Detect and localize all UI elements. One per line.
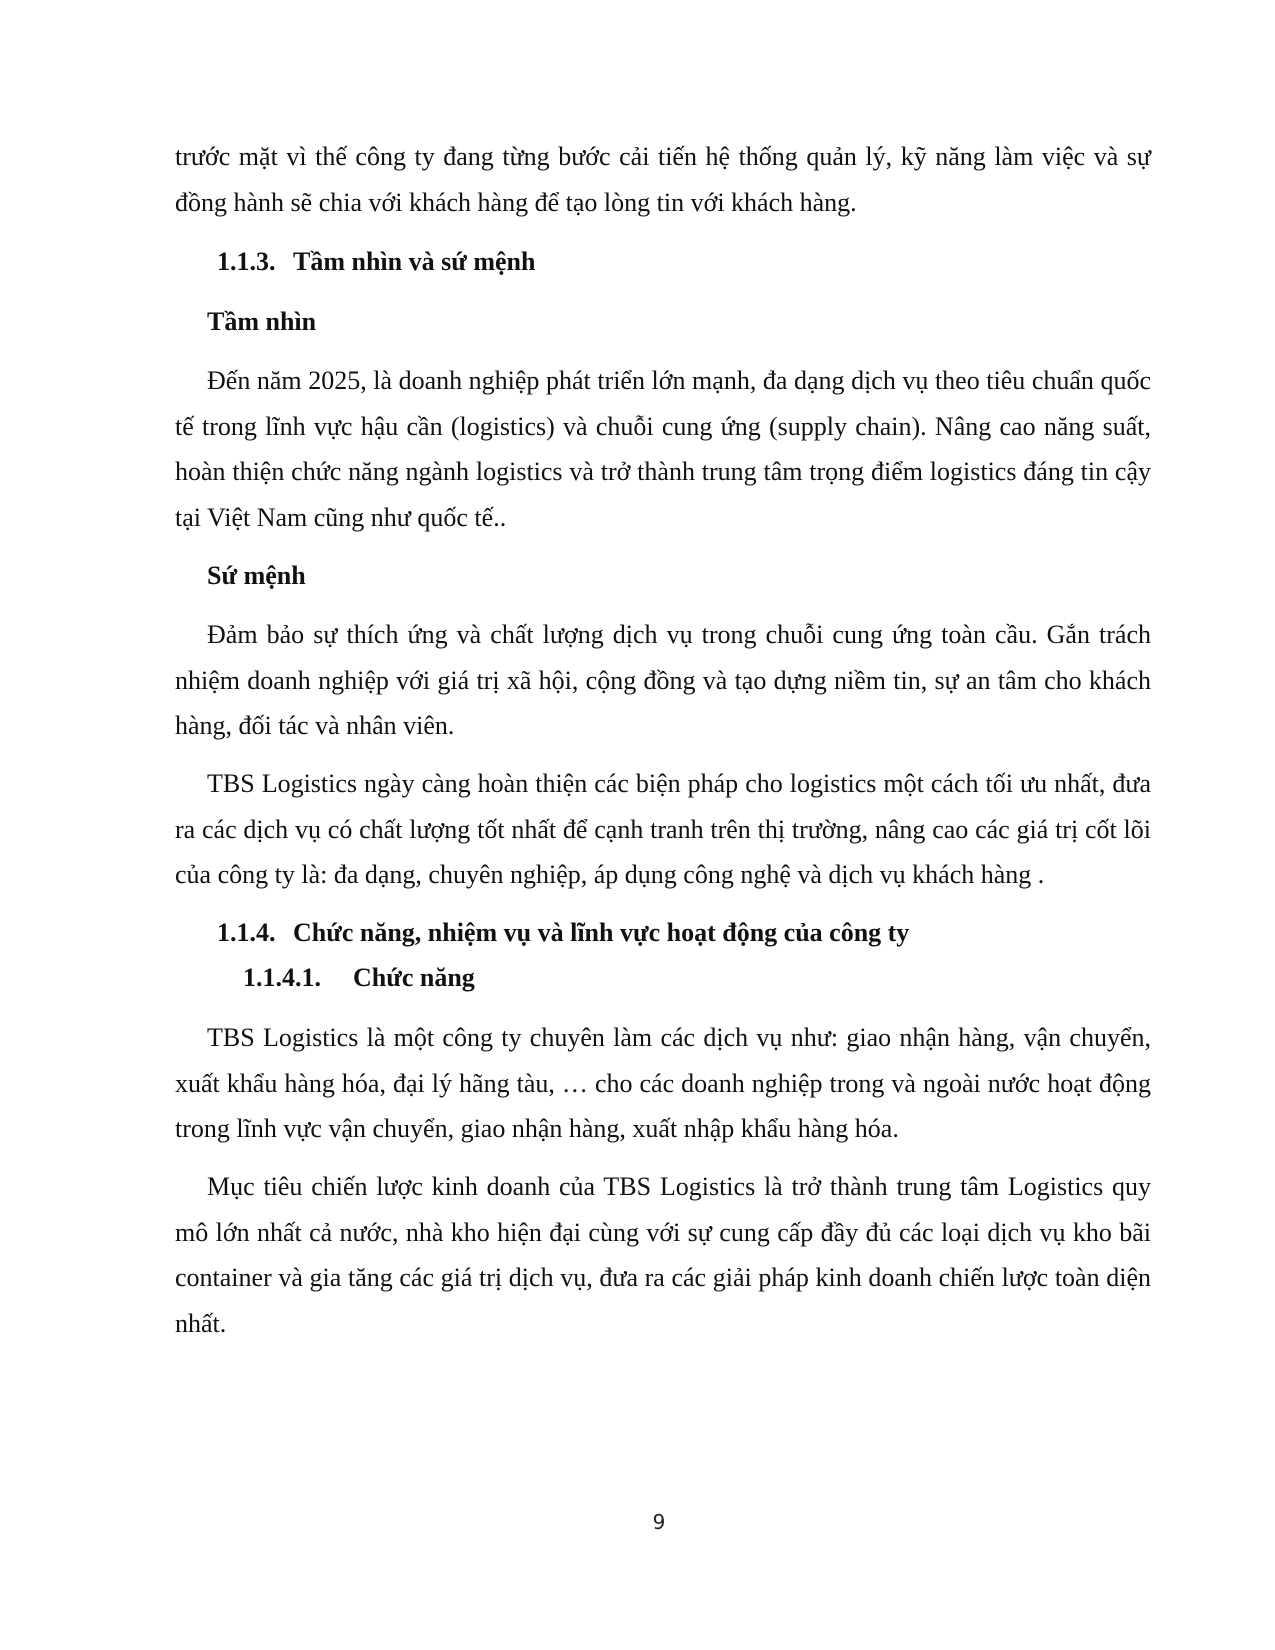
page-number: 9: [652, 1510, 666, 1534]
intro-paragraph: trước mặt vì thế công ty đang từng bước cải tiến hệ thống quản lý, kỹ năng làm việc và sự đồng hành sẽ chia với khách hàng để tạo lòng tin với khách hàng.: [175, 142, 1151, 217]
section-1-1-4-1-number: 1.1.4.1.: [243, 963, 321, 992]
section-1-1-3-heading: [217, 245, 535, 279]
mission-paragraph-2: TBS Logistics ngày càng hoàn thiện các biện pháp cho logistics một cách tối ưu nhất, đưa ra các dịch vụ có chất lượng tốt nhất để cạnh tranh trên thị trường, nâng cao các giá trị cốt lõi của công ty là: đa dạng, chuyên nghiệp, áp dụng công nghệ và dịch vụ khách hàng .: [175, 769, 1151, 889]
mission-paragraph-1: Đảm bảo sự thích ứng và chất lượng dịch vụ trong chuỗi cung ứng toàn cầu. Gắn trách nhiệm doanh nghiệp với giá trị xã hội, cộng đồng và tạo dựng niềm tin, sự an tâm cho khách hàng, đối tác và nhân viên.: [175, 620, 1151, 740]
section-1-1-4-number: 1.1.4.: [217, 918, 276, 947]
section-1-1-3-number: 1.1.3.: [217, 247, 276, 276]
functions-paragraph-1: TBS Logistics là một công ty chuyên làm các dịch vụ như: giao nhận hàng, vận chuyển, xuất khẩu hàng hóa, đại lý hãng tàu, … cho các doanh nghiệp trong và ngoài nước hoạt động trong lĩnh vực vận chuyển, giao nhận hàng, xuất nhập khẩu hàng hóa.: [175, 1023, 1151, 1143]
section-1-1-4-1-heading: [243, 961, 475, 995]
vision-heading: Tầm nhìn: [207, 307, 317, 336]
section-1-1-4-heading: [217, 916, 909, 950]
functions-paragraph-2: Mục tiêu chiến lược kinh doanh của TBS Logistics là trở thành trung tâm Logistics quy mô lớn nhất cả nước, nhà kho hiện đại cùng với sự cung cấp đầy đủ các loại dịch vụ kho bãi container và gia tăng các giá trị dịch vụ, đưa ra các giải pháp kinh doanh chiến lược toàn diện nhất.: [175, 1172, 1151, 1338]
section-1-1-3-title: Tầm nhìn và sứ mệnh: [293, 247, 536, 276]
section-1-1-4-title: Chức năng, nhiệm vụ và lĩnh vực hoạt động của công ty: [293, 918, 910, 947]
mission-heading: Sứ mệnh: [207, 561, 306, 590]
vision-paragraph: Đến năm 2025, là doanh nghiệp phát triển lớn mạnh, đa dạng dịch vụ theo tiêu chuẩn quốc tế trong lĩnh vực hậu cần (logistics) và chuỗi cung ứng (supply chain). Nâng cao năng suất, hoàn thiện chức năng ngành logistics và trở thành trung tâm trọng điểm logistics đáng tin cậy tại Việt Nam cũng như quốc tế..: [175, 366, 1151, 532]
section-1-1-4-1-title: Chức năng: [353, 963, 475, 992]
